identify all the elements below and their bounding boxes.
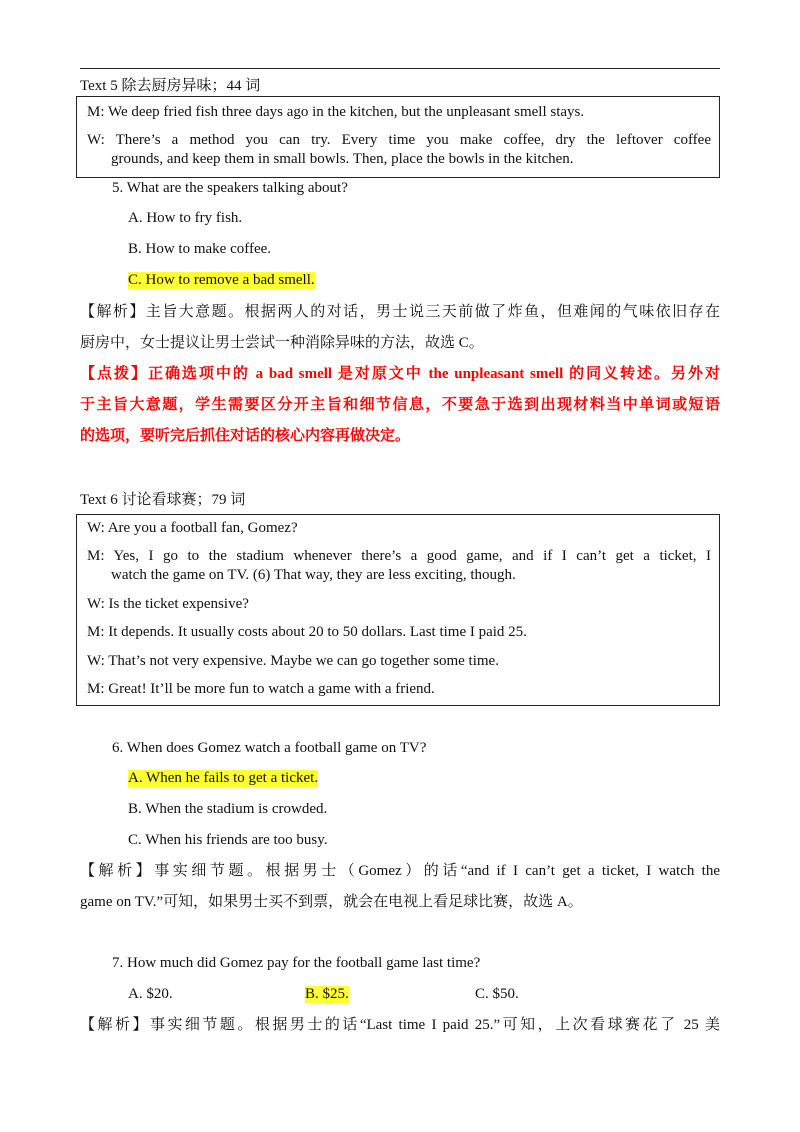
q7-analysis: 【解析】事实细节题。根据男士的话“Last time I paid 25.”可知，上次看球赛花了 25 美 (80, 1017, 720, 1033)
q6-analysis: 【解析】事实细节题。根据男士（Gomez）的话“and if I can’t get a ticket, I watch the game on TV.”可知，如果男士买不到票，就会在电视上看足球比赛，故选 A。 (80, 863, 720, 910)
text6-dialogue-line-4: M: It depends. It usually costs about 20 to 50 dollars. Last time I paid 25. (87, 624, 527, 640)
text5-dialogue-line-1: M: We deep fried fish three days ago in the kitchen, but the unpleasant smell stays. (87, 104, 585, 120)
text6-dialogue-line-1: W: Are you a football fan, Gomez? (87, 520, 298, 536)
text5-transcript-box (76, 96, 720, 178)
q6-option-b: B. When the stadium is crowded. (128, 801, 328, 817)
question-7: 7. How much did Gomez pay for the football game last time? (112, 955, 481, 971)
text6-dialogue-line-3: W: Is the ticket expensive? (87, 596, 249, 612)
text6-heading: Text 6 讨论看球赛；79 词 (80, 492, 246, 508)
q7-option-a: A. $20. (128, 986, 173, 1002)
text5-heading: Text 5 除去厨房异味；44 词 (80, 78, 261, 94)
text6-dialogue-line-2: M: Yes, I go to the stadium whenever there’s a good game, and if I can’t get a ticket, I watch the game on TV. (6) That way, they are less exciting, though. (87, 548, 711, 583)
text6-transcript-box (76, 514, 720, 706)
q5-tip: 【点拨】正确选项中的 a bad smell 是对原文中 the unpleasant smell 的同义转述。另外对 于主旨大意题，学生需要区分开主旨和细节信息，不要急于选到出现材料当中单词或短语 的选项，要听完后抓住对话的核心内容再做决定。 (80, 366, 720, 444)
q7-option-c: C. $50. (475, 986, 519, 1002)
q6-option-a-answer: A. When he fails to get a ticket. (128, 770, 319, 786)
text6-dialogue-line-6: M: Great! It’ll be more fun to watch a game with a friend. (87, 681, 435, 697)
q7-option-b-answer: B. $25. (305, 986, 349, 1002)
q6-option-c: C. When his friends are too busy. (128, 832, 328, 848)
q5-option-b: B. How to make coffee. (128, 241, 272, 257)
q5-option-a: A. How to fry fish. (128, 210, 243, 226)
q5-option-c-answer: C. How to remove a bad smell. (128, 272, 315, 288)
text6-dialogue-line-5: W: That’s not very expensive. Maybe we can go together some time. (87, 653, 499, 669)
question-5: 5. What are the speakers talking about? (112, 180, 348, 196)
top-rule (80, 68, 720, 69)
question-6: 6. When does Gomez watch a football game on TV? (112, 740, 427, 756)
q5-analysis: 【解析】主旨大意题。根据两人的对话，男士说三天前做了炸鱼，但难闻的气味依旧存在 厨房中，女士提议让男士尝试一种消除异味的方法，故选 C。 (80, 304, 720, 351)
text5-dialogue-line-2: W: There’s a method you can try. Every time you make coffee, dry the leftover coffee grounds, and keep them in small bowls. Then, place the bowls in the kitchen. (87, 132, 711, 167)
